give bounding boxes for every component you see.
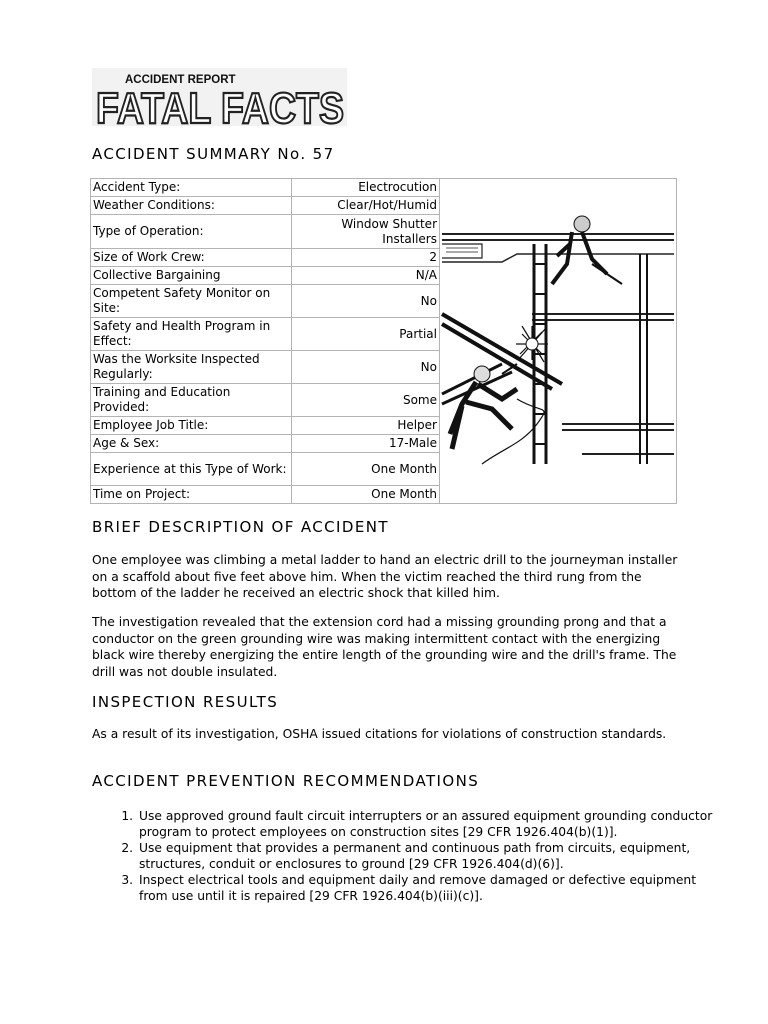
- fact-label: Size of Work Crew:: [91, 249, 292, 267]
- fact-label: Type of Operation:: [91, 215, 292, 249]
- description-paragraph-2: The investigation revealed that the extension cord had a missing grounding prong and that a conductor on the green grounding wire was making intermittent contact with the energizing black wire thereby energizing the entire length of the grounding wire and the drill's frame. The drill was not double insulated.: [92, 615, 677, 679]
- fact-label: Time on Project:: [91, 486, 292, 504]
- inspection-heading: INSPECTION RESULTS: [92, 693, 279, 711]
- electrocution-illustration: [442, 214, 674, 474]
- list-item: 1. Use approved ground fault circuit interrupters or an assured equipment grounding conductor program to protect employees on construction sites [29 CFR 1926.404(b)(1)].: [137, 808, 717, 840]
- fact-value: Electrocution: [292, 179, 440, 197]
- fact-label: Weather Conditions:: [91, 197, 292, 215]
- list-item: 2. Use equipment that provides a permanent and continuous path from circuits, equipment, structures, conduit or enclosures to ground [29 CFR 1926.404(d)(6)].: [137, 840, 717, 872]
- fact-label: Collective Bargaining: [91, 267, 292, 285]
- illustration-cell: [440, 179, 677, 504]
- description-heading: BRIEF DESCRIPTION OF ACCIDENT: [92, 518, 389, 536]
- fact-label: Experience at this Type of Work:: [91, 453, 292, 486]
- fact-value: Some: [292, 384, 440, 417]
- list-item: 3. Inspect electrical tools and equipment daily and remove damaged or defective equipment from use until it is repaired [29 CFR 1926.404(b)(iii)(c)].: [137, 872, 717, 904]
- fact-value: Partial: [292, 318, 440, 351]
- fact-value: Helper: [292, 417, 440, 435]
- inspection-text: As a result of its investigation, OSHA issued citations for violations of construction standards.: [92, 727, 667, 741]
- fact-label: Training and Education Provided:: [91, 384, 292, 417]
- logo-main-text: FATAL FACTS: [96, 84, 344, 133]
- logo-top-text: ACCIDENT REPORT: [125, 74, 236, 86]
- fact-label: Safety and Health Program in Effect:: [91, 318, 292, 351]
- table-row: [91, 179, 677, 197]
- fact-value: No: [292, 285, 440, 318]
- prevention-heading: ACCIDENT PREVENTION RECOMMENDATIONS: [92, 772, 480, 790]
- recommendations-list: [92, 808, 717, 904]
- fact-value: N/A: [292, 267, 440, 285]
- fact-value: Window Shutter Installers: [292, 215, 440, 249]
- fact-value: 17-Male: [292, 435, 440, 453]
- description-paragraph-1: One employee was climbing a metal ladder to hand an electric drill to the journeyman installer on a scaffold about five feet above him. When the victim reached the third rung from the bottom of the ladder he received an electric shock that killed him.: [92, 553, 678, 600]
- fact-value: One Month: [292, 453, 440, 486]
- fact-label: Was the Worksite Inspected Regularly:: [91, 351, 292, 384]
- fact-label: Employee Job Title:: [91, 417, 292, 435]
- fact-label: Competent Safety Monitor on Site:: [91, 285, 292, 318]
- fatal-facts-logo: [92, 68, 347, 133]
- fact-label: Age & Sex:: [91, 435, 292, 453]
- summary-title: ACCIDENT SUMMARY No. 57: [92, 145, 335, 163]
- accident-facts-table: [90, 178, 677, 504]
- fact-value: Clear/Hot/Humid: [292, 197, 440, 215]
- fact-value: 2: [292, 249, 440, 267]
- fact-value: One Month: [292, 486, 440, 504]
- fact-value: No: [292, 351, 440, 384]
- fact-label: Accident Type:: [91, 179, 292, 197]
